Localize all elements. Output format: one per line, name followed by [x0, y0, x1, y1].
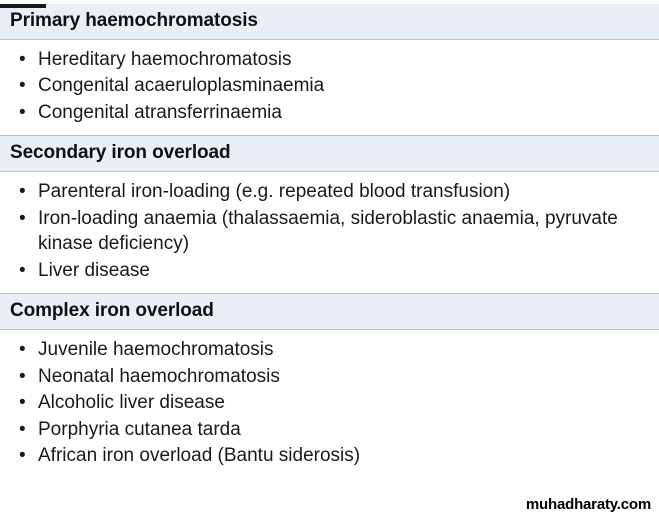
bullet-icon: • — [19, 101, 26, 123]
list-item — [10, 47, 649, 72]
bullet-icon: • — [19, 49, 26, 70]
list-item-label: Porphyria cutanea tarda — [38, 418, 241, 440]
section-header-primary-haemochromatosis: Primary haemochromatosis — [0, 4, 659, 40]
list-item-label: African iron overload (Bantu siderosis) — [38, 444, 361, 466]
list-item-label: Hereditary haemochromatosis — [38, 49, 292, 70]
section-header-secondary-iron-overload: Secondary iron overload — [0, 135, 659, 172]
list-item-label: Iron-loading anaemia (thalassaemia, sideroblastic anaemia, pyruvate kinase deficiency) — [38, 207, 618, 255]
list-item — [10, 390, 649, 415]
list-item-label: Liver disease — [38, 259, 150, 281]
list-item-label: Congenital acaeruloplasminaemia — [38, 75, 325, 97]
bullet-icon: • — [19, 444, 26, 466]
bullet-icon: • — [19, 181, 26, 203]
bullet-icon: • — [19, 339, 26, 361]
list-item-label: Neonatal haemochromatosis — [38, 365, 280, 387]
bullet-icon: • — [19, 418, 26, 440]
list-item — [10, 364, 649, 389]
list-item — [10, 417, 649, 442]
iron-overload-table — [0, 4, 659, 518]
list-item-label: Juvenile haemochromatosis — [38, 339, 274, 361]
bullet-icon: • — [19, 259, 26, 281]
item-list-primary-haemochromatosis — [0, 40, 659, 135]
top-rule-decoration — [0, 4, 46, 8]
list-item-label: Alcoholic liver disease — [38, 392, 225, 414]
list-item — [10, 73, 649, 98]
list-item — [10, 337, 649, 362]
bullet-icon: • — [19, 365, 26, 387]
item-list-secondary-iron-overload — [0, 172, 659, 293]
section-header-complex-iron-overload: Complex iron overload — [0, 293, 659, 330]
list-item — [10, 443, 649, 468]
bullet-icon: • — [19, 207, 26, 229]
list-item — [10, 179, 649, 204]
bullet-icon: • — [19, 75, 26, 97]
list-item-label: Parenteral iron-loading (e.g. repeated blood transfusion) — [38, 181, 511, 203]
bullet-icon: • — [19, 392, 26, 414]
site-watermark: muhadharaty.com — [525, 496, 651, 513]
item-list-complex-iron-overload — [0, 330, 659, 478]
list-item — [10, 206, 649, 257]
list-item — [10, 258, 649, 283]
list-item-label: Congenital atransferrinaemia — [38, 101, 282, 123]
list-item — [10, 100, 649, 125]
